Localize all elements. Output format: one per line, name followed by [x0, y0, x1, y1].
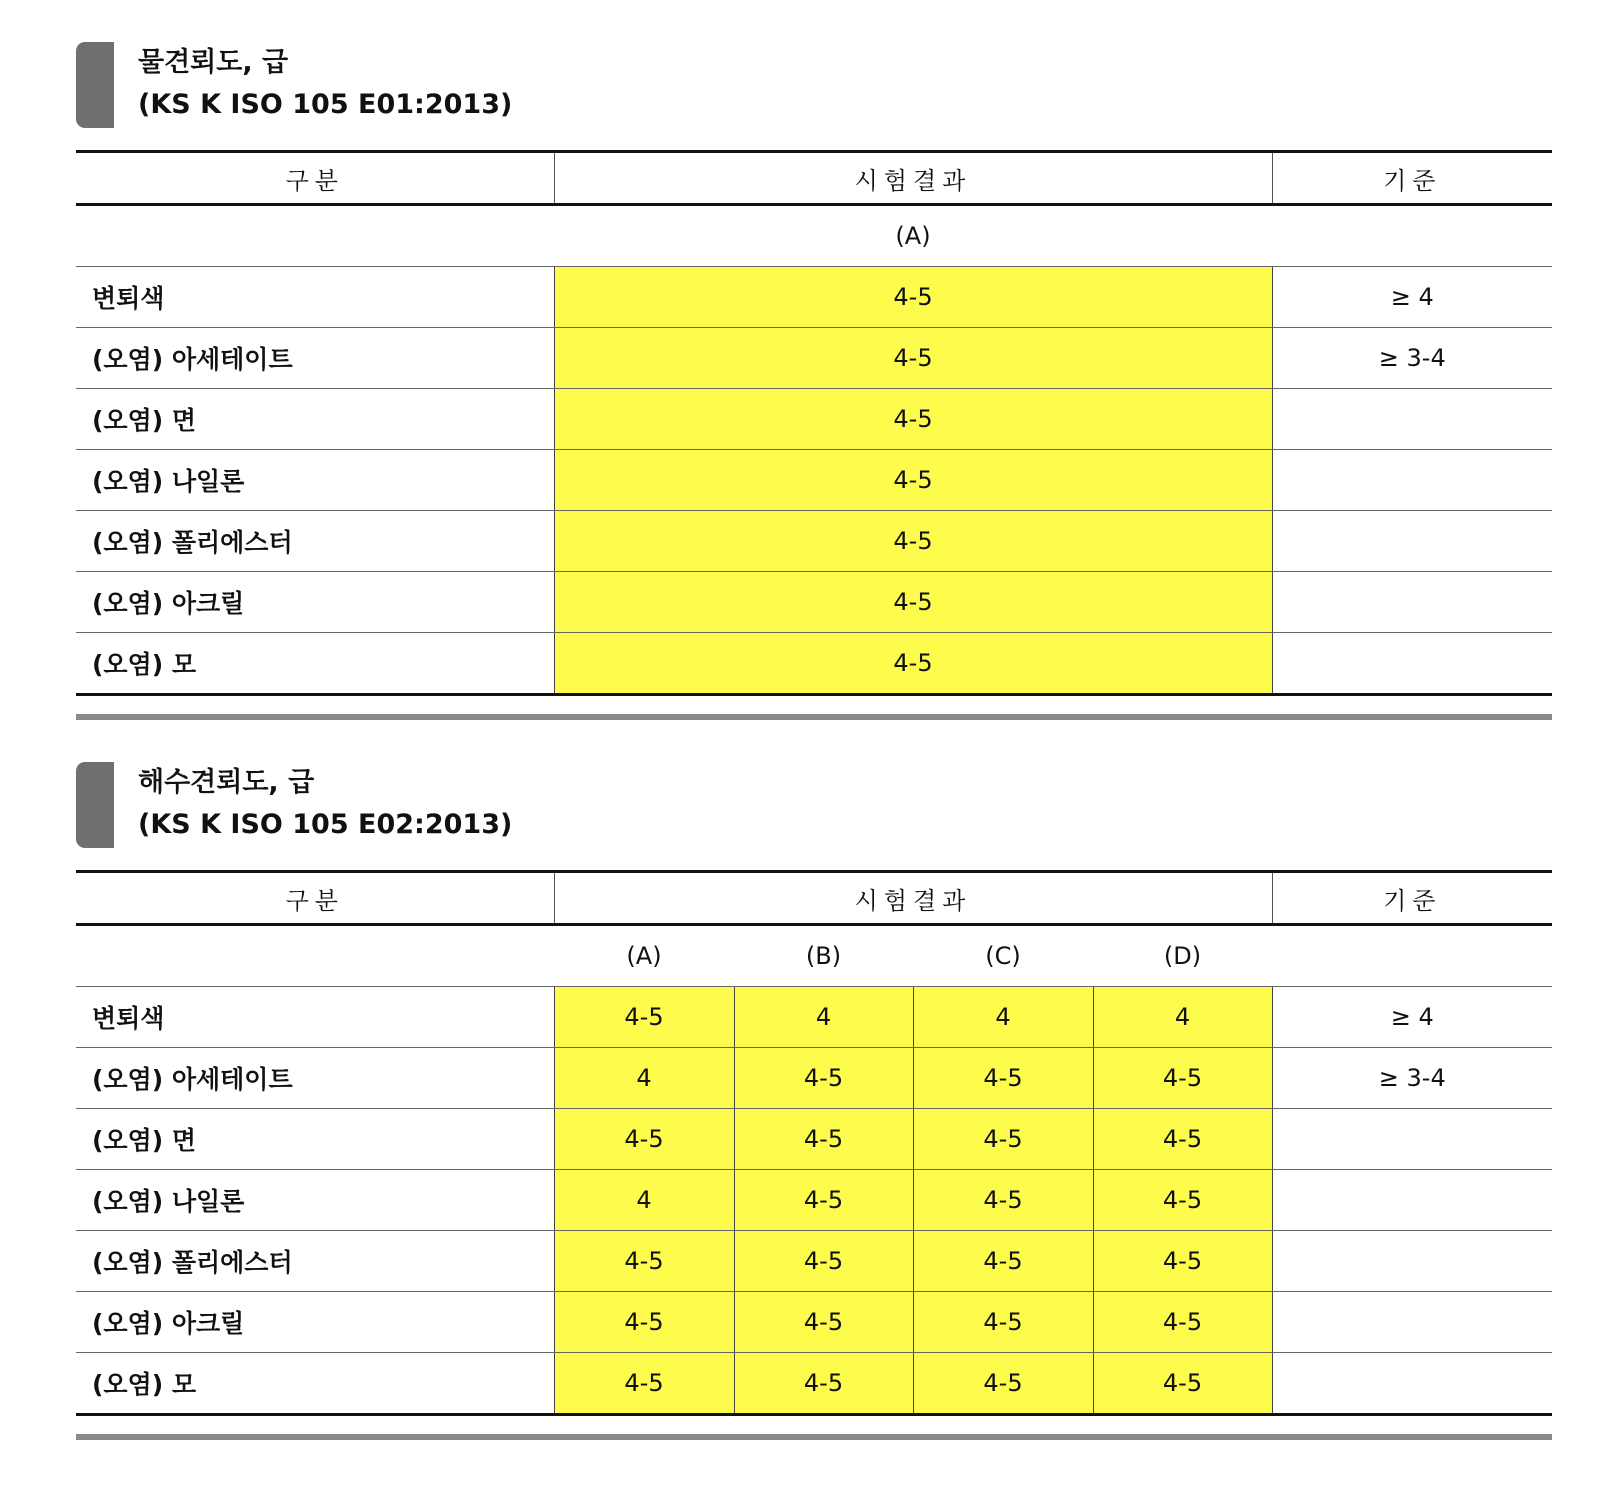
standard-value — [1272, 1170, 1552, 1231]
water-fastness-table — [76, 150, 1552, 696]
row-label: (오염) 모 — [76, 1353, 554, 1415]
header-category: 구분 — [76, 872, 554, 925]
result-value: 4-5 — [554, 267, 1272, 328]
result-value: 4-5 — [1093, 1109, 1272, 1170]
result-value: 4 — [734, 987, 913, 1048]
result-value: 4-5 — [1093, 1048, 1272, 1109]
seawater-fastness-section — [76, 762, 1552, 1440]
section-title — [138, 42, 512, 126]
result-value: 4-5 — [913, 1353, 1093, 1415]
result-value: 4-5 — [554, 511, 1272, 572]
row-label: (오염) 면 — [76, 1109, 554, 1170]
table-row — [76, 633, 1552, 695]
result-value: 4-5 — [1093, 1231, 1272, 1292]
result-value: 4-5 — [913, 1231, 1093, 1292]
result-value: 4-5 — [554, 1109, 734, 1170]
table-row — [76, 987, 1552, 1048]
sample-label: (D) — [1093, 925, 1272, 987]
result-value: 4-5 — [554, 572, 1272, 633]
section-end-rule — [76, 1434, 1552, 1440]
table-header-row — [76, 152, 1552, 205]
standard-value — [1272, 1292, 1552, 1353]
result-value: 4-5 — [913, 1170, 1093, 1231]
row-label: (오염) 폴리에스터 — [76, 511, 554, 572]
result-value: 4-5 — [554, 1353, 734, 1415]
table-row — [76, 450, 1552, 511]
row-label: 변퇴색 — [76, 987, 554, 1048]
sample-label: (A) — [554, 925, 734, 987]
result-value: 4-5 — [734, 1170, 913, 1231]
result-value: 4-5 — [734, 1353, 913, 1415]
section-title-line1: 해수견뢰도, 급 — [138, 767, 315, 798]
standard-value — [1272, 1109, 1552, 1170]
result-value: 4-5 — [1093, 1353, 1272, 1415]
row-label: (오염) 나일론 — [76, 450, 554, 511]
row-label: (오염) 아세테이트 — [76, 1048, 554, 1109]
standard-value — [1272, 450, 1552, 511]
sample-label: (A) — [554, 205, 1272, 267]
header-standard: 기준 — [1272, 872, 1552, 925]
sample-label: (C) — [913, 925, 1093, 987]
result-value: 4 — [554, 1170, 734, 1231]
section-marker — [76, 762, 114, 848]
result-value: 4-5 — [554, 450, 1272, 511]
result-value: 4 — [554, 1048, 734, 1109]
standard-value — [1272, 1231, 1552, 1292]
row-label: (오염) 아크릴 — [76, 572, 554, 633]
row-label: (오염) 아크릴 — [76, 1292, 554, 1353]
result-value: 4-5 — [734, 1231, 913, 1292]
result-value: 4-5 — [913, 1292, 1093, 1353]
standard-value: ≥ 4 — [1272, 987, 1552, 1048]
seawater-fastness-table — [76, 870, 1552, 1416]
table-row — [76, 1231, 1552, 1292]
header-standard: 기준 — [1272, 152, 1552, 205]
table-row — [76, 389, 1552, 450]
header-result: 시험결과 — [554, 872, 1272, 925]
section-title-line1: 물견뢰도, 급 — [138, 47, 289, 78]
result-value: 4-5 — [734, 1109, 913, 1170]
section-title-line2: (KS K ISO 105 E02:2013) — [138, 809, 513, 840]
standard-value — [1272, 389, 1552, 450]
result-value: 4-5 — [734, 1292, 913, 1353]
result-value: 4-5 — [734, 1048, 913, 1109]
result-value: 4-5 — [554, 1231, 734, 1292]
sample-label-row — [76, 925, 1552, 987]
table-row — [76, 267, 1552, 328]
row-label: (오염) 나일론 — [76, 1170, 554, 1231]
table-row — [76, 1109, 1552, 1170]
header-category: 구분 — [76, 152, 554, 205]
section-title-line2: (KS K ISO 105 E01:2013) — [138, 89, 513, 120]
result-value: 4-5 — [913, 1109, 1093, 1170]
sample-label: (B) — [734, 925, 913, 987]
result-value: 4 — [913, 987, 1093, 1048]
row-label: (오염) 폴리에스터 — [76, 1231, 554, 1292]
section-header — [76, 42, 1552, 128]
result-value: 4-5 — [913, 1048, 1093, 1109]
header-result: 시험결과 — [554, 152, 1272, 205]
standard-value — [1272, 511, 1552, 572]
standard-value — [1272, 633, 1552, 695]
row-label: (오염) 모 — [76, 633, 554, 695]
table-row — [76, 572, 1552, 633]
row-label: (오염) 아세테이트 — [76, 328, 554, 389]
result-value: 4-5 — [554, 633, 1272, 695]
standard-value — [1272, 572, 1552, 633]
section-marker — [76, 42, 114, 128]
result-value: 4-5 — [554, 987, 734, 1048]
section-title — [138, 762, 512, 846]
water-fastness-section — [76, 42, 1552, 720]
result-value: 4-5 — [1093, 1292, 1272, 1353]
result-value: 4-5 — [554, 1292, 734, 1353]
standard-value: ≥ 3-4 — [1272, 1048, 1552, 1109]
sample-label-row — [76, 205, 1552, 267]
section-end-rule — [76, 714, 1552, 720]
result-value: 4-5 — [554, 328, 1272, 389]
table-row — [76, 1292, 1552, 1353]
table-row — [76, 1353, 1552, 1415]
standard-value — [1272, 1353, 1552, 1415]
row-label: 변퇴색 — [76, 267, 554, 328]
result-value: 4-5 — [554, 389, 1272, 450]
standard-value: ≥ 3-4 — [1272, 328, 1552, 389]
standard-value: ≥ 4 — [1272, 267, 1552, 328]
result-value: 4-5 — [1093, 1170, 1272, 1231]
table-row — [76, 511, 1552, 572]
section-header — [76, 762, 1552, 848]
row-label: (오염) 면 — [76, 389, 554, 450]
result-value: 4 — [1093, 987, 1272, 1048]
table-row — [76, 1048, 1552, 1109]
table-header-row — [76, 872, 1552, 925]
table-row — [76, 1170, 1552, 1231]
table-row — [76, 328, 1552, 389]
